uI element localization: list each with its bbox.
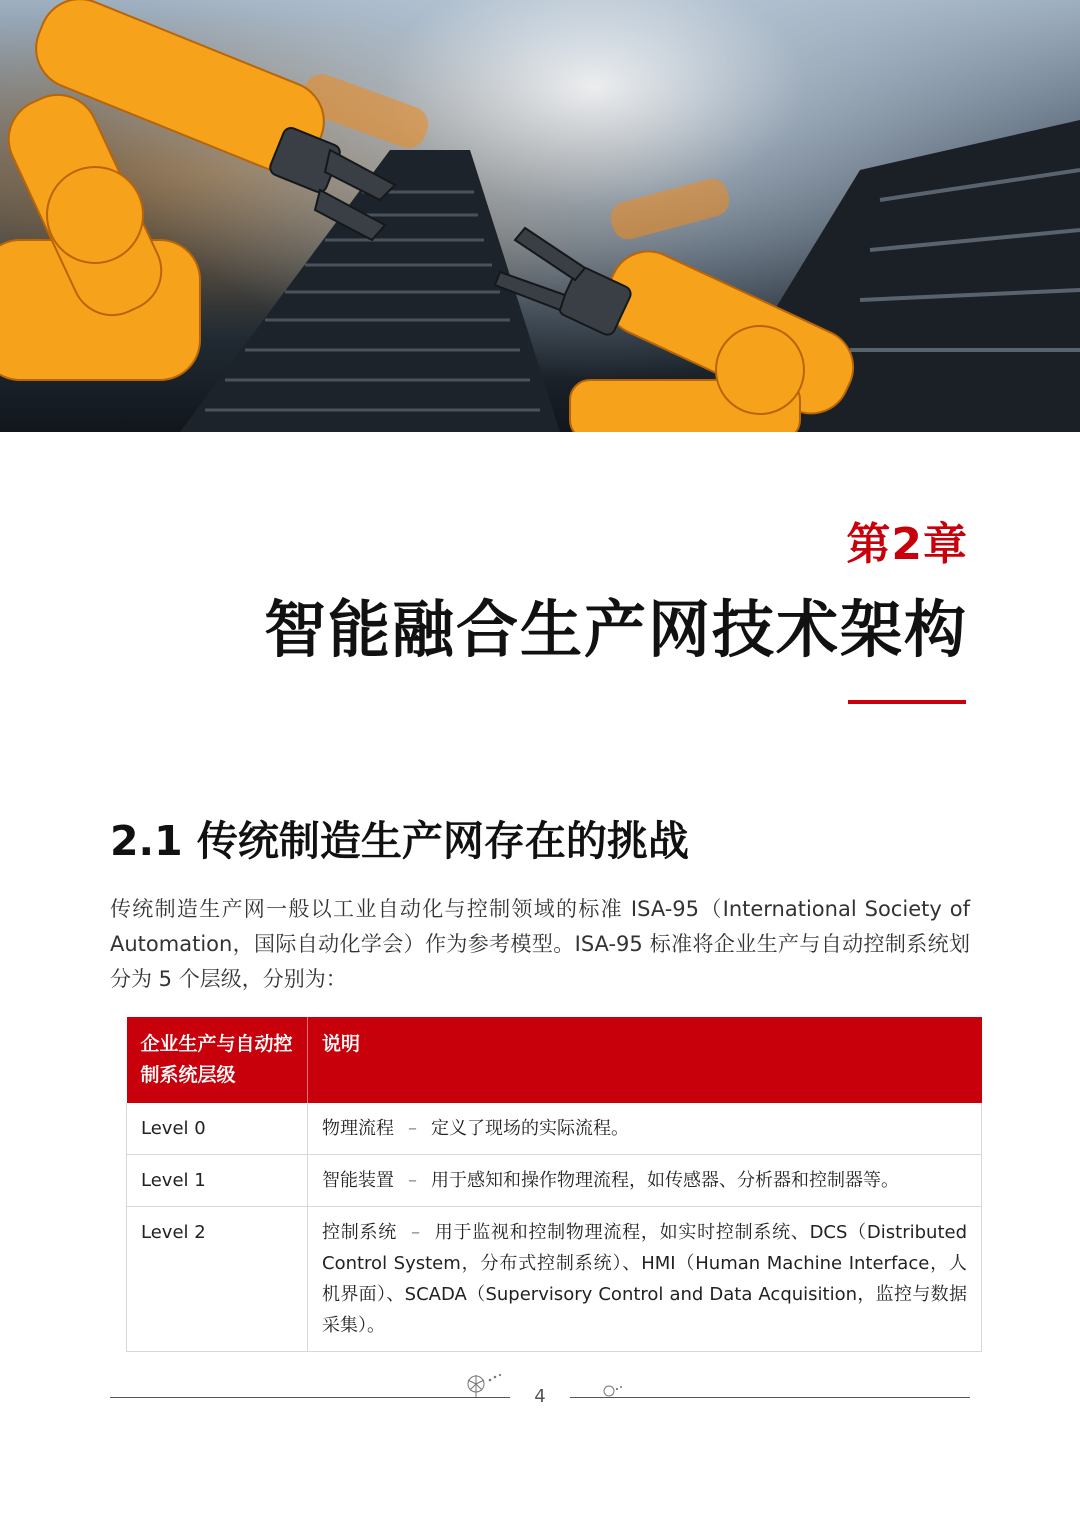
footer-rule-left: [110, 1397, 510, 1398]
table-header-description: 说明: [308, 1017, 982, 1103]
robot-arms-photo-icon: [0, 0, 1080, 432]
table-cell-description: [308, 1155, 982, 1207]
term-separator: –: [408, 1118, 417, 1139]
table-header-level: 企业生产与自动控制系统层级: [127, 1017, 308, 1103]
term-separator: –: [408, 1170, 417, 1191]
section-intro-paragraph: 传统制造生产网一般以工业自动化与控制领域的标准 ISA-95（International Society of Automation，国际自动化学会）作为参考模型。ISA-95 标准将企业生产与自动控制系统划分为 5 个层级，分别为：: [110, 897, 970, 991]
chapter-title: 智能融合生产网技术架构: [263, 593, 968, 666]
footer-rule-right: [570, 1397, 970, 1398]
chapter-label: 第2章: [846, 519, 968, 570]
table-row: [127, 1103, 982, 1155]
dandelion-seed-icon: [602, 1383, 626, 1399]
isa95-levels-table: [126, 1017, 982, 1352]
page-number: 4: [534, 1386, 546, 1407]
table-cell-level: Level 2: [127, 1207, 308, 1352]
table-cell-level: Level 0: [127, 1103, 308, 1155]
table-row: [127, 1155, 982, 1207]
table-row: [127, 1207, 982, 1352]
level-term: 控制系统: [322, 1222, 397, 1243]
level-text: 定义了现场的实际流程。: [431, 1118, 629, 1139]
table-cell-description: [308, 1103, 982, 1155]
section-title: 2.1 传统制造生产网存在的挑战: [110, 817, 689, 865]
hero-image: [0, 0, 1080, 432]
dandelion-icon: [464, 1370, 506, 1398]
level-text: 用于感知和操作物理流程，如传感器、分析器和控制器等。: [431, 1170, 899, 1191]
chapter-divider: [848, 700, 966, 704]
table-cell-level: Level 1: [127, 1155, 308, 1207]
term-separator: –: [410, 1222, 420, 1243]
table-cell-description: [308, 1207, 982, 1352]
table-header-row: [127, 1017, 982, 1103]
level-term: 智能装置: [322, 1170, 394, 1191]
level-term: 物理流程: [322, 1118, 394, 1139]
level-text: 用于监视和控制物理流程，如实时控制系统、DCS（Distributed Control System，分布式控制系统）、HMI（Human Machine Interface，人机界面）、SCADA（Supervisory Control and Data Acquisition，监控与数据采集）。: [322, 1222, 968, 1336]
